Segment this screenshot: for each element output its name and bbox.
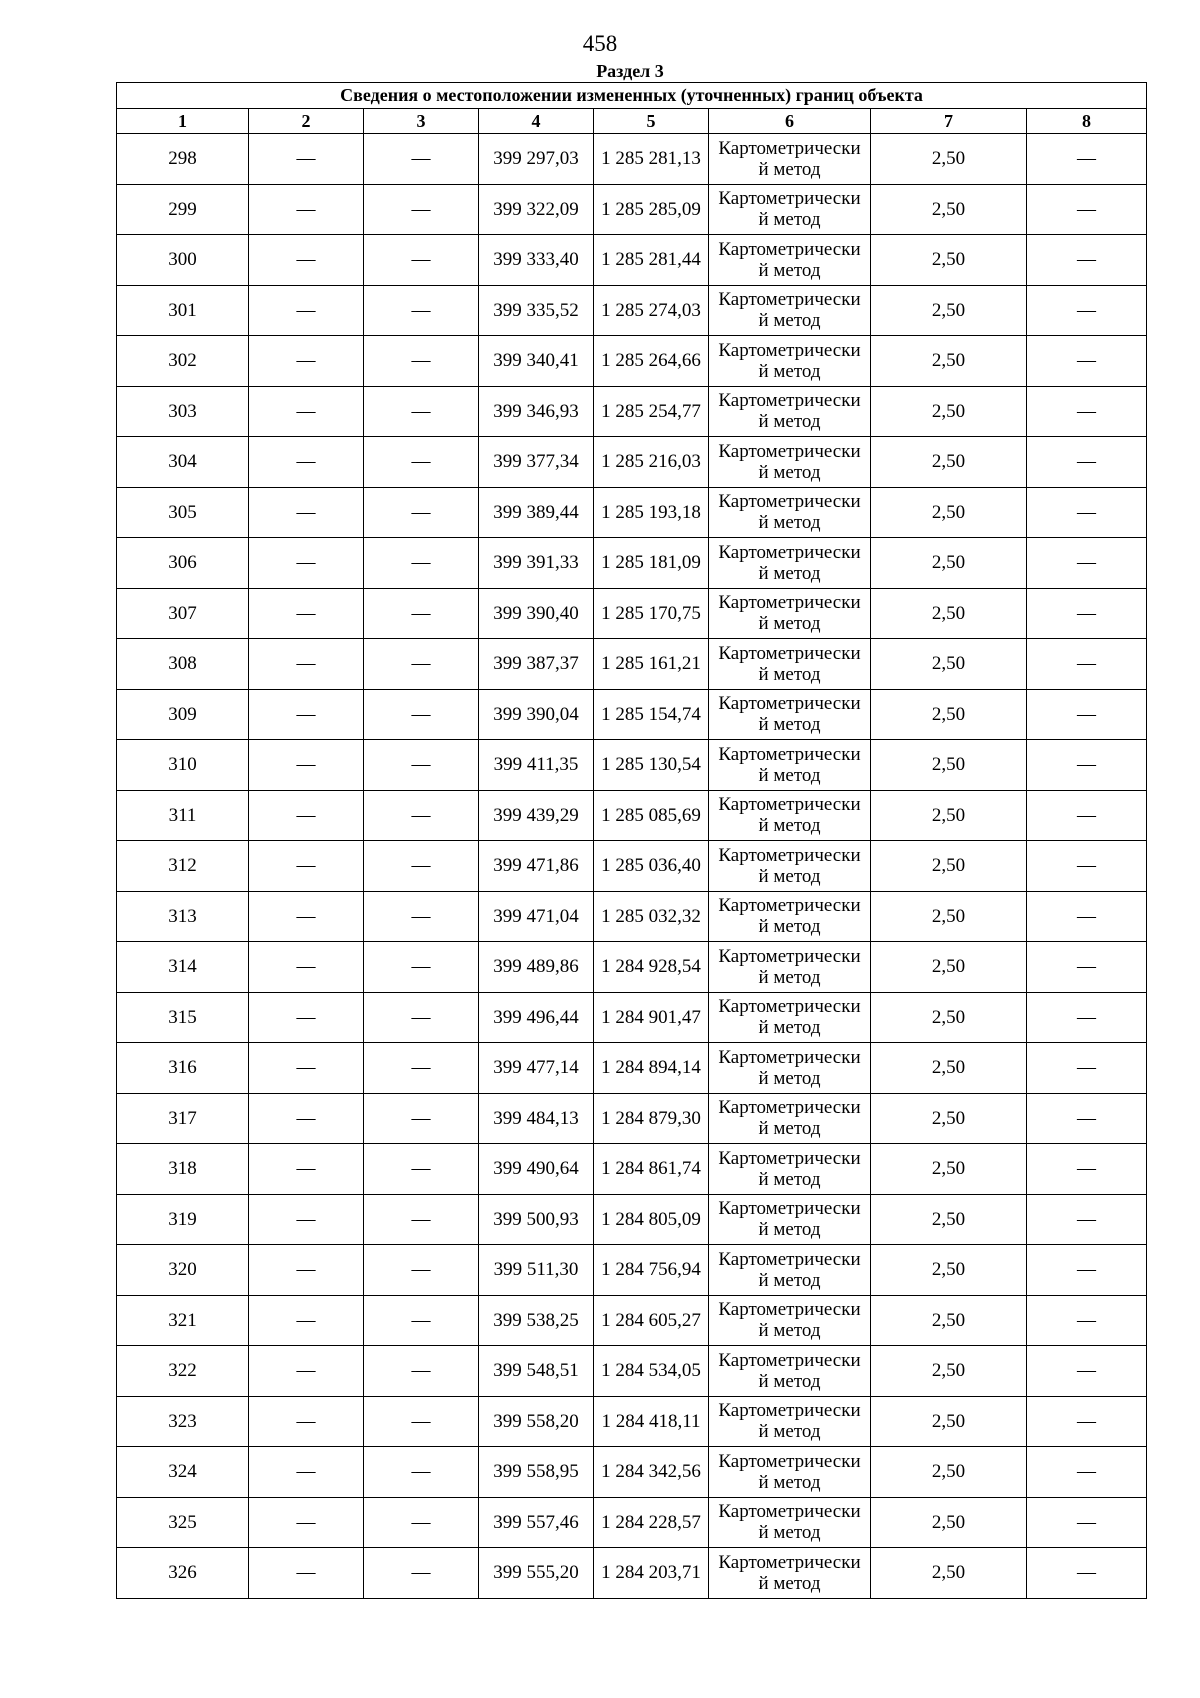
cell-method: Картометрически й метод [709, 336, 871, 387]
cell-coord-x: 399 511,30 [479, 1245, 594, 1296]
cell-coord-x: 399 390,40 [479, 588, 594, 639]
cell-coord-y: 1 284 901,47 [594, 992, 709, 1043]
cell-accuracy: 2,50 [871, 1295, 1027, 1346]
cell-method: Картометрически й метод [709, 790, 871, 841]
cell-col-8: — [1027, 336, 1147, 387]
cell-accuracy: 2,50 [871, 538, 1027, 589]
cell-col-3: — [364, 437, 479, 488]
cell-col-3: — [364, 1245, 479, 1296]
cell-point-number: 312 [117, 841, 249, 892]
cell-coord-y: 1 285 216,03 [594, 437, 709, 488]
table-row [117, 1093, 1147, 1144]
cell-point-number: 322 [117, 1346, 249, 1397]
cell-point-number: 314 [117, 942, 249, 993]
cell-col-3: — [364, 538, 479, 589]
cell-method: Картометрически й метод [709, 588, 871, 639]
cell-col-8: — [1027, 134, 1147, 185]
table-row [117, 1346, 1147, 1397]
cell-col-2: — [249, 1497, 364, 1548]
cell-coord-x: 399 297,03 [479, 134, 594, 185]
cell-col-2: — [249, 235, 364, 286]
cell-col-3: — [364, 386, 479, 437]
table-body [117, 134, 1147, 1599]
cell-col-2: — [249, 1043, 364, 1094]
cell-col-3: — [364, 1447, 479, 1498]
cell-coord-y: 1 285 085,69 [594, 790, 709, 841]
cell-coord-x: 399 389,44 [479, 487, 594, 538]
cell-accuracy: 2,50 [871, 689, 1027, 740]
cell-point-number: 304 [117, 437, 249, 488]
cell-method: Картометрически й метод [709, 891, 871, 942]
cell-point-number: 315 [117, 992, 249, 1043]
cell-accuracy: 2,50 [871, 891, 1027, 942]
cell-method: Картометрически й метод [709, 538, 871, 589]
cell-point-number: 323 [117, 1396, 249, 1447]
cell-coord-y: 1 284 534,05 [594, 1346, 709, 1397]
cell-col-3: — [364, 336, 479, 387]
cell-col-2: — [249, 1093, 364, 1144]
cell-point-number: 303 [117, 386, 249, 437]
cell-point-number: 321 [117, 1295, 249, 1346]
cell-coord-x: 399 346,93 [479, 386, 594, 437]
cell-col-2: — [249, 1194, 364, 1245]
cell-coord-y: 1 285 281,13 [594, 134, 709, 185]
cell-method: Картометрически й метод [709, 134, 871, 185]
column-header-7: 7 [871, 109, 1027, 134]
cell-coord-x: 399 471,86 [479, 841, 594, 892]
cell-method: Картометрически й метод [709, 1194, 871, 1245]
cell-coord-x: 399 340,41 [479, 336, 594, 387]
cell-col-3: — [364, 588, 479, 639]
cell-coord-x: 399 477,14 [479, 1043, 594, 1094]
table-row [117, 336, 1147, 387]
cell-col-8: — [1027, 689, 1147, 740]
cell-coord-x: 399 548,51 [479, 1346, 594, 1397]
cell-point-number: 308 [117, 639, 249, 690]
cell-accuracy: 2,50 [871, 1346, 1027, 1397]
cell-coord-x: 399 387,37 [479, 639, 594, 690]
cell-method: Картометрически й метод [709, 639, 871, 690]
cell-col-2: — [249, 639, 364, 690]
cell-col-3: — [364, 1497, 479, 1548]
cell-coord-x: 399 490,64 [479, 1144, 594, 1195]
cell-method: Картометрически й метод [709, 437, 871, 488]
column-header-row [117, 109, 1147, 134]
cell-point-number: 310 [117, 740, 249, 791]
cell-coord-y: 1 285 170,75 [594, 588, 709, 639]
table-row [117, 184, 1147, 235]
cell-coord-x: 399 377,34 [479, 437, 594, 488]
cell-col-2: — [249, 1548, 364, 1599]
cell-col-3: — [364, 689, 479, 740]
cell-col-3: — [364, 235, 479, 286]
cell-col-8: — [1027, 1144, 1147, 1195]
cell-method: Картометрически й метод [709, 841, 871, 892]
cell-col-2: — [249, 285, 364, 336]
table-caption: Сведения о местоположении измененных (уточненных) границ объекта [117, 83, 1147, 109]
cell-point-number: 301 [117, 285, 249, 336]
cell-point-number: 325 [117, 1497, 249, 1548]
cell-coord-y: 1 284 342,56 [594, 1447, 709, 1498]
cell-coord-y: 1 284 805,09 [594, 1194, 709, 1245]
cell-coord-x: 399 555,20 [479, 1548, 594, 1599]
cell-accuracy: 2,50 [871, 1548, 1027, 1599]
cell-coord-y: 1 285 254,77 [594, 386, 709, 437]
table-row [117, 1245, 1147, 1296]
cell-col-3: — [364, 942, 479, 993]
cell-point-number: 320 [117, 1245, 249, 1296]
cell-method: Картометрически й метод [709, 942, 871, 993]
cell-coord-x: 399 558,20 [479, 1396, 594, 1447]
cell-point-number: 306 [117, 538, 249, 589]
cell-point-number: 307 [117, 588, 249, 639]
cell-method: Картометрически й метод [709, 1447, 871, 1498]
cell-col-2: — [249, 487, 364, 538]
table-row [117, 1447, 1147, 1498]
cell-coord-x: 399 391,33 [479, 538, 594, 589]
cell-col-2: — [249, 437, 364, 488]
cell-accuracy: 2,50 [871, 336, 1027, 387]
cell-col-2: — [249, 689, 364, 740]
cell-point-number: 311 [117, 790, 249, 841]
cell-coord-x: 399 390,04 [479, 689, 594, 740]
cell-col-2: — [249, 134, 364, 185]
table-row [117, 639, 1147, 690]
cell-coord-x: 399 322,09 [479, 184, 594, 235]
cell-method: Картометрически й метод [709, 992, 871, 1043]
cell-col-8: — [1027, 639, 1147, 690]
cell-accuracy: 2,50 [871, 1497, 1027, 1548]
cell-col-8: — [1027, 538, 1147, 589]
cell-coord-x: 399 335,52 [479, 285, 594, 336]
cell-coord-x: 399 484,13 [479, 1093, 594, 1144]
cell-col-2: — [249, 1447, 364, 1498]
table-row [117, 841, 1147, 892]
cell-point-number: 316 [117, 1043, 249, 1094]
cell-method: Картометрически й метод [709, 1396, 871, 1447]
cell-col-2: — [249, 740, 364, 791]
cell-col-8: — [1027, 386, 1147, 437]
cell-coord-x: 399 411,35 [479, 740, 594, 791]
cell-accuracy: 2,50 [871, 487, 1027, 538]
cell-coord-y: 1 285 036,40 [594, 841, 709, 892]
cell-col-8: — [1027, 1093, 1147, 1144]
cell-coord-y: 1 285 154,74 [594, 689, 709, 740]
cell-point-number: 305 [117, 487, 249, 538]
cell-point-number: 313 [117, 891, 249, 942]
cell-col-2: — [249, 1245, 364, 1296]
cell-coord-y: 1 284 861,74 [594, 1144, 709, 1195]
cell-col-3: — [364, 1548, 479, 1599]
cell-method: Картометрически й метод [709, 1043, 871, 1094]
table-caption-row [117, 83, 1147, 109]
table-row [117, 1396, 1147, 1447]
section-title: Раздел 3 [596, 61, 664, 81]
cell-accuracy: 2,50 [871, 1043, 1027, 1094]
cell-col-8: — [1027, 992, 1147, 1043]
cell-col-3: — [364, 487, 479, 538]
cell-col-8: — [1027, 437, 1147, 488]
cell-accuracy: 2,50 [871, 1194, 1027, 1245]
cell-method: Картометрически й метод [709, 1144, 871, 1195]
cell-accuracy: 2,50 [871, 1144, 1027, 1195]
cell-coord-x: 399 557,46 [479, 1497, 594, 1548]
cell-method: Картометрически й метод [709, 1548, 871, 1599]
cell-method: Картометрически й метод [709, 235, 871, 286]
cell-coord-y: 1 284 879,30 [594, 1093, 709, 1144]
table-row [117, 1144, 1147, 1195]
cell-col-2: — [249, 841, 364, 892]
cell-col-2: — [249, 1295, 364, 1346]
cell-col-8: — [1027, 1396, 1147, 1447]
cell-accuracy: 2,50 [871, 235, 1027, 286]
cell-col-2: — [249, 1346, 364, 1397]
cell-method: Картометрически й метод [709, 1497, 871, 1548]
table-row [117, 740, 1147, 791]
cell-col-2: — [249, 538, 364, 589]
cell-coord-y: 1 285 281,44 [594, 235, 709, 286]
cell-method: Картометрически й метод [709, 1346, 871, 1397]
cell-col-8: — [1027, 942, 1147, 993]
cell-accuracy: 2,50 [871, 184, 1027, 235]
cell-accuracy: 2,50 [871, 386, 1027, 437]
column-header-6: 6 [709, 109, 871, 134]
cell-col-8: — [1027, 1497, 1147, 1548]
table-row [117, 1043, 1147, 1094]
cell-col-8: — [1027, 841, 1147, 892]
cell-coord-x: 399 471,04 [479, 891, 594, 942]
cell-accuracy: 2,50 [871, 437, 1027, 488]
cell-accuracy: 2,50 [871, 639, 1027, 690]
cell-coord-y: 1 284 605,27 [594, 1295, 709, 1346]
cell-col-8: — [1027, 1194, 1147, 1245]
cell-accuracy: 2,50 [871, 1447, 1027, 1498]
cell-coord-x: 399 500,93 [479, 1194, 594, 1245]
cell-coord-y: 1 285 130,54 [594, 740, 709, 791]
table-row [117, 134, 1147, 185]
cell-col-2: — [249, 184, 364, 235]
cell-col-3: — [364, 639, 479, 690]
cell-accuracy: 2,50 [871, 992, 1027, 1043]
table-row [117, 1548, 1147, 1599]
cell-col-3: — [364, 1295, 479, 1346]
cell-accuracy: 2,50 [871, 1245, 1027, 1296]
cell-col-3: — [364, 740, 479, 791]
cell-col-8: — [1027, 1548, 1147, 1599]
cell-coord-y: 1 284 228,57 [594, 1497, 709, 1548]
cell-method: Картометрически й метод [709, 689, 871, 740]
cell-col-2: — [249, 942, 364, 993]
table-row [117, 1497, 1147, 1548]
cell-col-3: — [364, 285, 479, 336]
cell-col-3: — [364, 1043, 479, 1094]
cell-col-3: — [364, 1346, 479, 1397]
column-header-1: 1 [117, 109, 249, 134]
cell-coord-y: 1 284 894,14 [594, 1043, 709, 1094]
cell-method: Картометрически й метод [709, 740, 871, 791]
cell-col-3: — [364, 992, 479, 1043]
cell-coord-y: 1 285 264,66 [594, 336, 709, 387]
cell-accuracy: 2,50 [871, 1093, 1027, 1144]
cell-coord-y: 1 285 181,09 [594, 538, 709, 589]
cell-coord-x: 399 558,95 [479, 1447, 594, 1498]
cell-col-2: — [249, 588, 364, 639]
cell-col-2: — [249, 891, 364, 942]
cell-point-number: 300 [117, 235, 249, 286]
cell-col-3: — [364, 891, 479, 942]
cell-point-number: 326 [117, 1548, 249, 1599]
table-row [117, 790, 1147, 841]
cell-point-number: 319 [117, 1194, 249, 1245]
table-row [117, 1295, 1147, 1346]
column-header-3: 3 [364, 109, 479, 134]
cell-point-number: 317 [117, 1093, 249, 1144]
table-row [117, 285, 1147, 336]
table-row [117, 588, 1147, 639]
cell-col-8: — [1027, 1245, 1147, 1296]
cell-col-2: — [249, 1144, 364, 1195]
cell-method: Картометрически й метод [709, 1295, 871, 1346]
cell-col-8: — [1027, 1043, 1147, 1094]
cell-col-8: — [1027, 588, 1147, 639]
cell-coord-y: 1 284 418,11 [594, 1396, 709, 1447]
cell-point-number: 324 [117, 1447, 249, 1498]
table-row [117, 386, 1147, 437]
cell-point-number: 298 [117, 134, 249, 185]
table-row [117, 538, 1147, 589]
table-row [117, 1194, 1147, 1245]
cell-coord-x: 399 439,29 [479, 790, 594, 841]
cell-coord-y: 1 285 274,03 [594, 285, 709, 336]
cell-point-number: 309 [117, 689, 249, 740]
cell-coord-y: 1 285 161,21 [594, 639, 709, 690]
cell-col-3: — [364, 1093, 479, 1144]
cell-coord-y: 1 285 032,32 [594, 891, 709, 942]
cell-coord-y: 1 285 285,09 [594, 184, 709, 235]
cell-accuracy: 2,50 [871, 790, 1027, 841]
cell-col-8: — [1027, 1447, 1147, 1498]
cell-method: Картометрически й метод [709, 1245, 871, 1296]
cell-accuracy: 2,50 [871, 942, 1027, 993]
cell-col-8: — [1027, 235, 1147, 286]
table-row [117, 992, 1147, 1043]
cell-coord-y: 1 284 756,94 [594, 1245, 709, 1296]
cell-col-3: — [364, 1194, 479, 1245]
boundary-coordinates-table [116, 82, 1147, 1599]
column-header-5: 5 [594, 109, 709, 134]
cell-accuracy: 2,50 [871, 285, 1027, 336]
column-header-2: 2 [249, 109, 364, 134]
cell-col-3: — [364, 841, 479, 892]
cell-accuracy: 2,50 [871, 1396, 1027, 1447]
cell-col-2: — [249, 386, 364, 437]
column-header-8: 8 [1027, 109, 1147, 134]
table-row [117, 235, 1147, 286]
cell-col-3: — [364, 1144, 479, 1195]
cell-point-number: 299 [117, 184, 249, 235]
column-header-4: 4 [479, 109, 594, 134]
table-row [117, 891, 1147, 942]
cell-coord-x: 399 538,25 [479, 1295, 594, 1346]
cell-col-8: — [1027, 1346, 1147, 1397]
cell-accuracy: 2,50 [871, 134, 1027, 185]
cell-col-8: — [1027, 790, 1147, 841]
cell-col-8: — [1027, 740, 1147, 791]
cell-coord-x: 399 496,44 [479, 992, 594, 1043]
cell-accuracy: 2,50 [871, 588, 1027, 639]
page-number: 458 [582, 31, 618, 56]
cell-col-8: — [1027, 891, 1147, 942]
cell-method: Картометрически й метод [709, 386, 871, 437]
cell-col-2: — [249, 790, 364, 841]
cell-col-3: — [364, 1396, 479, 1447]
cell-coord-y: 1 285 193,18 [594, 487, 709, 538]
cell-coord-x: 399 333,40 [479, 235, 594, 286]
cell-col-8: — [1027, 285, 1147, 336]
table-row [117, 942, 1147, 993]
cell-col-3: — [364, 790, 479, 841]
table-row [117, 437, 1147, 488]
cell-method: Картометрически й метод [709, 487, 871, 538]
cell-col-3: — [364, 134, 479, 185]
cell-accuracy: 2,50 [871, 841, 1027, 892]
cell-coord-x: 399 489,86 [479, 942, 594, 993]
cell-col-2: — [249, 336, 364, 387]
cell-method: Картометрически й метод [709, 285, 871, 336]
cell-coord-y: 1 284 203,71 [594, 1548, 709, 1599]
cell-point-number: 302 [117, 336, 249, 387]
cell-accuracy: 2,50 [871, 740, 1027, 791]
cell-point-number: 318 [117, 1144, 249, 1195]
cell-col-2: — [249, 992, 364, 1043]
table-row [117, 487, 1147, 538]
cell-col-3: — [364, 184, 479, 235]
cell-col-2: — [249, 1396, 364, 1447]
table-row [117, 689, 1147, 740]
cell-col-8: — [1027, 487, 1147, 538]
cell-coord-y: 1 284 928,54 [594, 942, 709, 993]
cell-col-8: — [1027, 1295, 1147, 1346]
cell-col-8: — [1027, 184, 1147, 235]
cell-method: Картометрически й метод [709, 1093, 871, 1144]
cell-method: Картометрически й метод [709, 184, 871, 235]
